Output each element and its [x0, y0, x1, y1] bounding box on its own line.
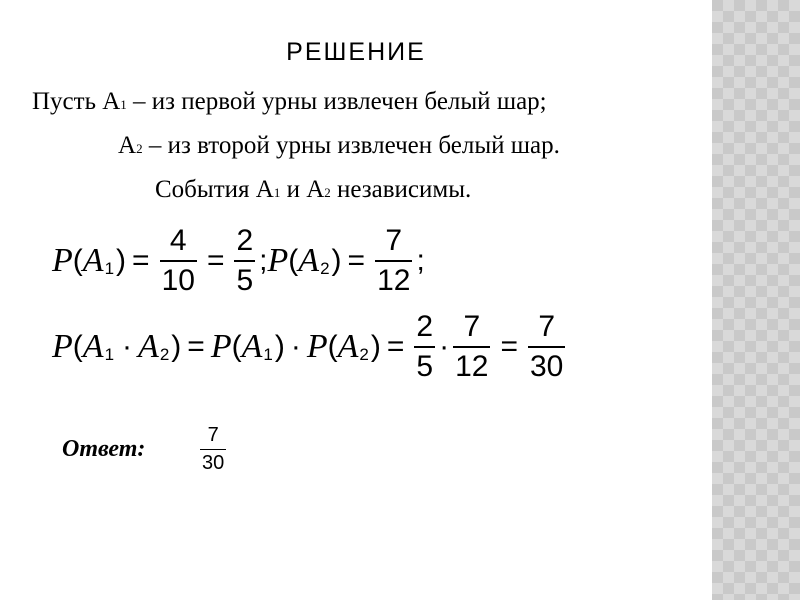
numerator: 7 [538, 310, 556, 344]
numerator: 4 [169, 224, 187, 258]
semicolon: ; [416, 244, 425, 277]
p-symbol: P [210, 328, 232, 365]
fraction-7-12 [375, 224, 412, 298]
equals-sign: = [347, 244, 366, 277]
equals-sign: = [187, 330, 205, 363]
answer-fraction [200, 424, 226, 475]
subscript: 2 [320, 259, 330, 278]
p-symbol: P [52, 328, 73, 365]
a-symbol: A [337, 328, 359, 365]
definition-line-1 [32, 88, 547, 116]
line3-middle: и А [280, 176, 325, 203]
line2-suffix: – из второй урны извлечен белый шар. [142, 132, 560, 159]
denominator: 30 [202, 452, 225, 474]
slide-title: РЕШЕНИЕ [286, 38, 426, 66]
subscript: 1 [104, 345, 115, 364]
multiply-dot: · [290, 330, 301, 363]
numerator: 7 [463, 310, 481, 344]
fraction-4-10 [160, 224, 197, 298]
line3-prefix: События А [155, 176, 274, 203]
close-paren: ) [274, 330, 285, 363]
open-paren: ( [288, 244, 299, 277]
p-symbol: P [267, 242, 289, 279]
close-paren: ) [370, 330, 381, 363]
a-symbol: A [298, 242, 320, 279]
denominator: 5 [236, 263, 254, 297]
decorative-side-pattern [712, 0, 800, 600]
line3-subscript-2: 2 [324, 185, 331, 200]
line1-subscript: 1 [120, 97, 127, 112]
equals-sign: = [132, 244, 150, 277]
fraction-2-5 [414, 310, 435, 384]
numerator: 2 [236, 224, 254, 258]
close-paren: ) [171, 330, 182, 363]
subscript: 1 [263, 345, 273, 364]
answer-label: Ответ: [62, 436, 146, 462]
semicolon: ; [259, 244, 268, 277]
denominator: 30 [530, 349, 564, 383]
line3-subscript-1: 1 [273, 185, 281, 200]
equals-sign: = [386, 330, 405, 363]
multiply-dot: · [122, 330, 133, 363]
line1-prefix: Пусть А [32, 88, 121, 115]
fraction-2-5 [234, 224, 255, 298]
a-symbol: A [82, 328, 104, 365]
a-symbol: A [82, 242, 104, 279]
denominator: 12 [377, 263, 411, 297]
open-paren: ( [327, 330, 338, 363]
denominator: 12 [455, 349, 489, 383]
formula-joint-probability [52, 307, 569, 387]
a-symbol: A [138, 328, 159, 365]
fraction-7-30 [528, 310, 565, 384]
denominator: 5 [416, 349, 434, 383]
close-paren: ) [116, 244, 127, 277]
equals-sign: = [206, 244, 225, 277]
definition-line-2 [118, 132, 560, 160]
equals-sign: = [500, 330, 518, 363]
formula-probabilities [52, 222, 425, 300]
independence-line [155, 176, 471, 204]
line3-suffix: независимы. [330, 176, 472, 203]
numerator: 7 [385, 224, 403, 258]
line1-suffix: – из первой урны извлечен белый шар; [126, 88, 547, 115]
line2-prefix: А [118, 132, 137, 159]
open-paren: ( [231, 330, 242, 363]
a-symbol: A [241, 328, 263, 365]
numerator: 2 [416, 310, 434, 344]
open-paren: ( [72, 244, 83, 277]
p-symbol: P [52, 242, 73, 279]
multiply-dot: · [439, 330, 450, 363]
close-paren: ) [331, 244, 342, 277]
subscript: 2 [359, 345, 369, 364]
numerator: 7 [207, 424, 219, 446]
denominator: 10 [161, 263, 195, 297]
subscript: 2 [159, 345, 170, 364]
p-symbol: P [306, 328, 328, 365]
subscript: 1 [104, 259, 115, 278]
line2-subscript: 2 [136, 141, 143, 156]
fraction-7-12 [453, 310, 490, 384]
open-paren: ( [72, 330, 83, 363]
